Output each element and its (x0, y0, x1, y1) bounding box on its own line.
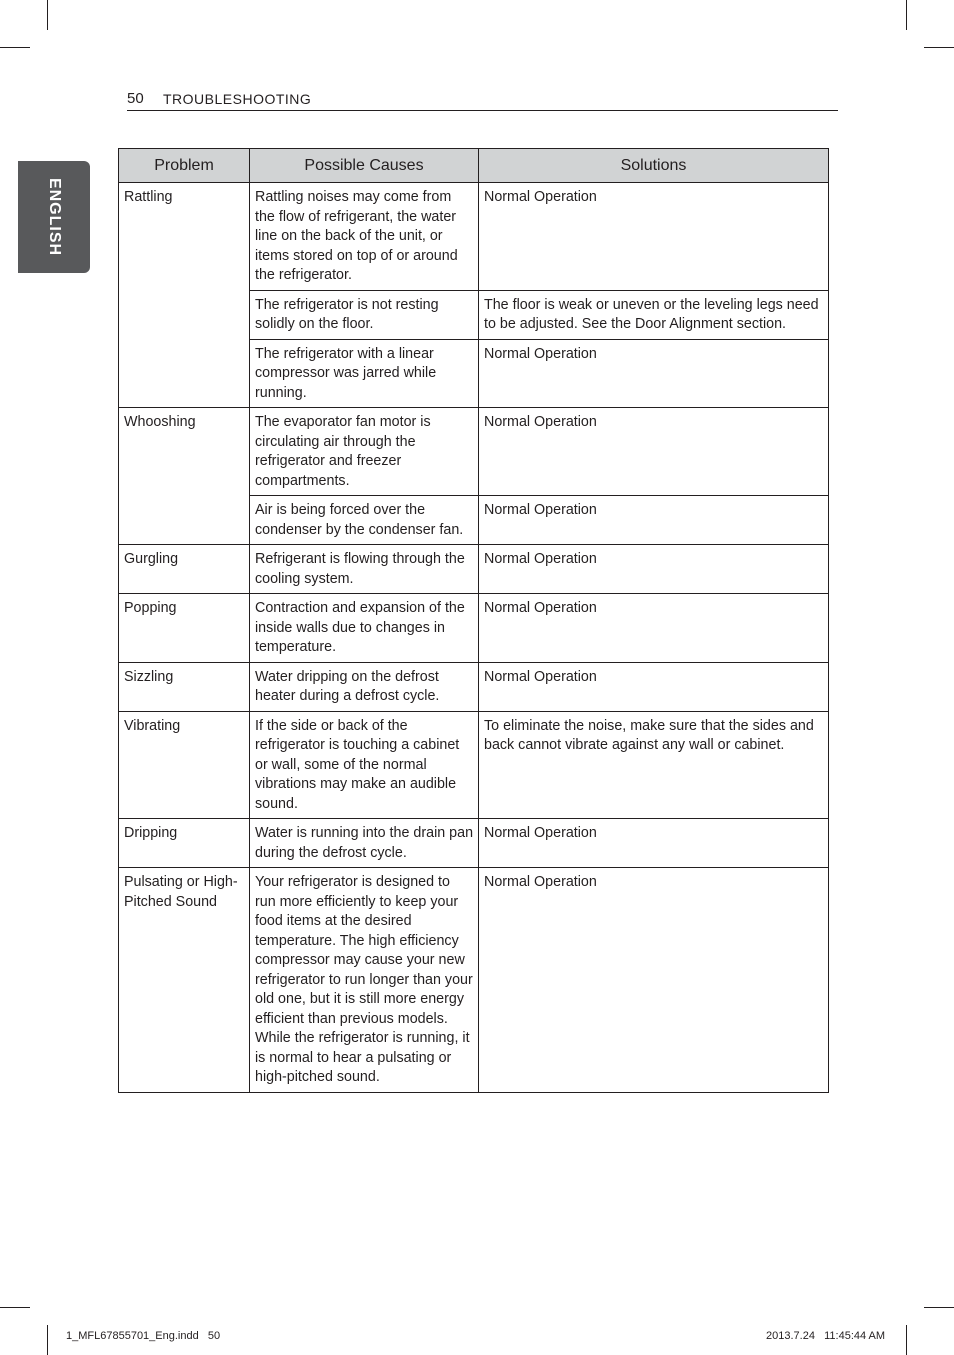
footer-timestamp: 2013.7.24 11:45:44 AM (766, 1330, 886, 1342)
crop-mark (0, 47, 30, 48)
cause-cell: Refrigerant is flowing through the cooling system. (250, 545, 479, 594)
header-solutions: Solutions (479, 149, 829, 183)
solution-cell: To eliminate the noise, make sure that the sides and back cannot vibrate against any wall or cabinet. (479, 711, 829, 819)
problem-cell: Gurgling (119, 545, 250, 594)
solution-cell: The floor is weak or uneven or the leveling legs need to be adjusted. See the Door Alignment section. (479, 290, 829, 339)
cause-cell: Air is being forced over the condenser by the condenser fan. (250, 496, 479, 545)
solution-cell: Normal Operation (479, 662, 829, 711)
language-tab (18, 161, 90, 273)
header-problem: Problem (119, 149, 250, 183)
solution-cell: Normal Operation (479, 819, 829, 868)
solution-cell: Normal Operation (479, 183, 829, 291)
crop-mark (906, 0, 907, 30)
crop-mark (924, 1307, 954, 1308)
cause-cell: The refrigerator with a linear compressor was jarred while running. (250, 339, 479, 408)
troubleshooting-table (118, 148, 829, 1093)
solution-cell: Normal Operation (479, 594, 829, 663)
page-number: 50 (127, 90, 144, 107)
problem-cell: Pulsating or High-Pitched Sound (119, 868, 250, 1093)
table-row (119, 868, 829, 1093)
problem-cell: Vibrating (119, 711, 250, 819)
table-row (119, 183, 829, 291)
table-header-row (119, 149, 829, 183)
table-row (119, 545, 829, 594)
table-row (119, 819, 829, 868)
problem-cell: Sizzling (119, 662, 250, 711)
solution-cell: Normal Operation (479, 408, 829, 496)
crop-mark (924, 47, 954, 48)
page-header (127, 88, 838, 111)
cause-cell: Water dripping on the defrost heater during a defrost cycle. (250, 662, 479, 711)
crop-mark (0, 1307, 30, 1308)
language-tab-label: ENGLISH (46, 177, 63, 257)
problem-cell: Dripping (119, 819, 250, 868)
solution-cell: Normal Operation (479, 339, 829, 408)
cause-cell: The evaporator fan motor is circulating air through the refrigerator and freezer compartments. (250, 408, 479, 496)
cause-cell: The refrigerator is not resting solidly on the floor. (250, 290, 479, 339)
cause-cell: Water is running into the drain pan during the defrost cycle. (250, 819, 479, 868)
table-row (119, 711, 829, 819)
cause-cell: Rattling noises may come from the flow of refrigerant, the water line on the back of the unit, or items stored on top of or around the refrigerator. (250, 183, 479, 291)
solution-cell: Normal Operation (479, 868, 829, 1093)
cause-cell: If the side or back of the refrigerator is touching a cabinet or wall, some of the normal vibrations may make an audible sound. (250, 711, 479, 819)
problem-cell: Rattling (119, 183, 250, 408)
cause-cell: Your refrigerator is designed to run more efficiently to keep your food items at the desired temperature. The high efficiency compressor may cause your new refrigerator to run longer than your old one, but it is still more energy efficient than previous models. While the refrigerator is running, it is normal to hear a pulsating or high-pitched sound. (250, 868, 479, 1093)
solution-cell: Normal Operation (479, 496, 829, 545)
solution-cell: Normal Operation (479, 545, 829, 594)
crop-mark (47, 0, 48, 30)
table-row (119, 662, 829, 711)
problem-cell: Whooshing (119, 408, 250, 545)
table-row (119, 594, 829, 663)
cause-cell: Contraction and expansion of the inside walls due to changes in temperature. (250, 594, 479, 663)
header-possible-causes: Possible Causes (250, 149, 479, 183)
section-title: TROUBLESHOOTING (163, 91, 312, 107)
crop-mark (47, 1325, 48, 1355)
crop-mark (906, 1325, 907, 1355)
table-row (119, 408, 829, 496)
footer-file-name: 1_MFL67855701_Eng.indd 50 (66, 1330, 221, 1342)
problem-cell: Popping (119, 594, 250, 663)
